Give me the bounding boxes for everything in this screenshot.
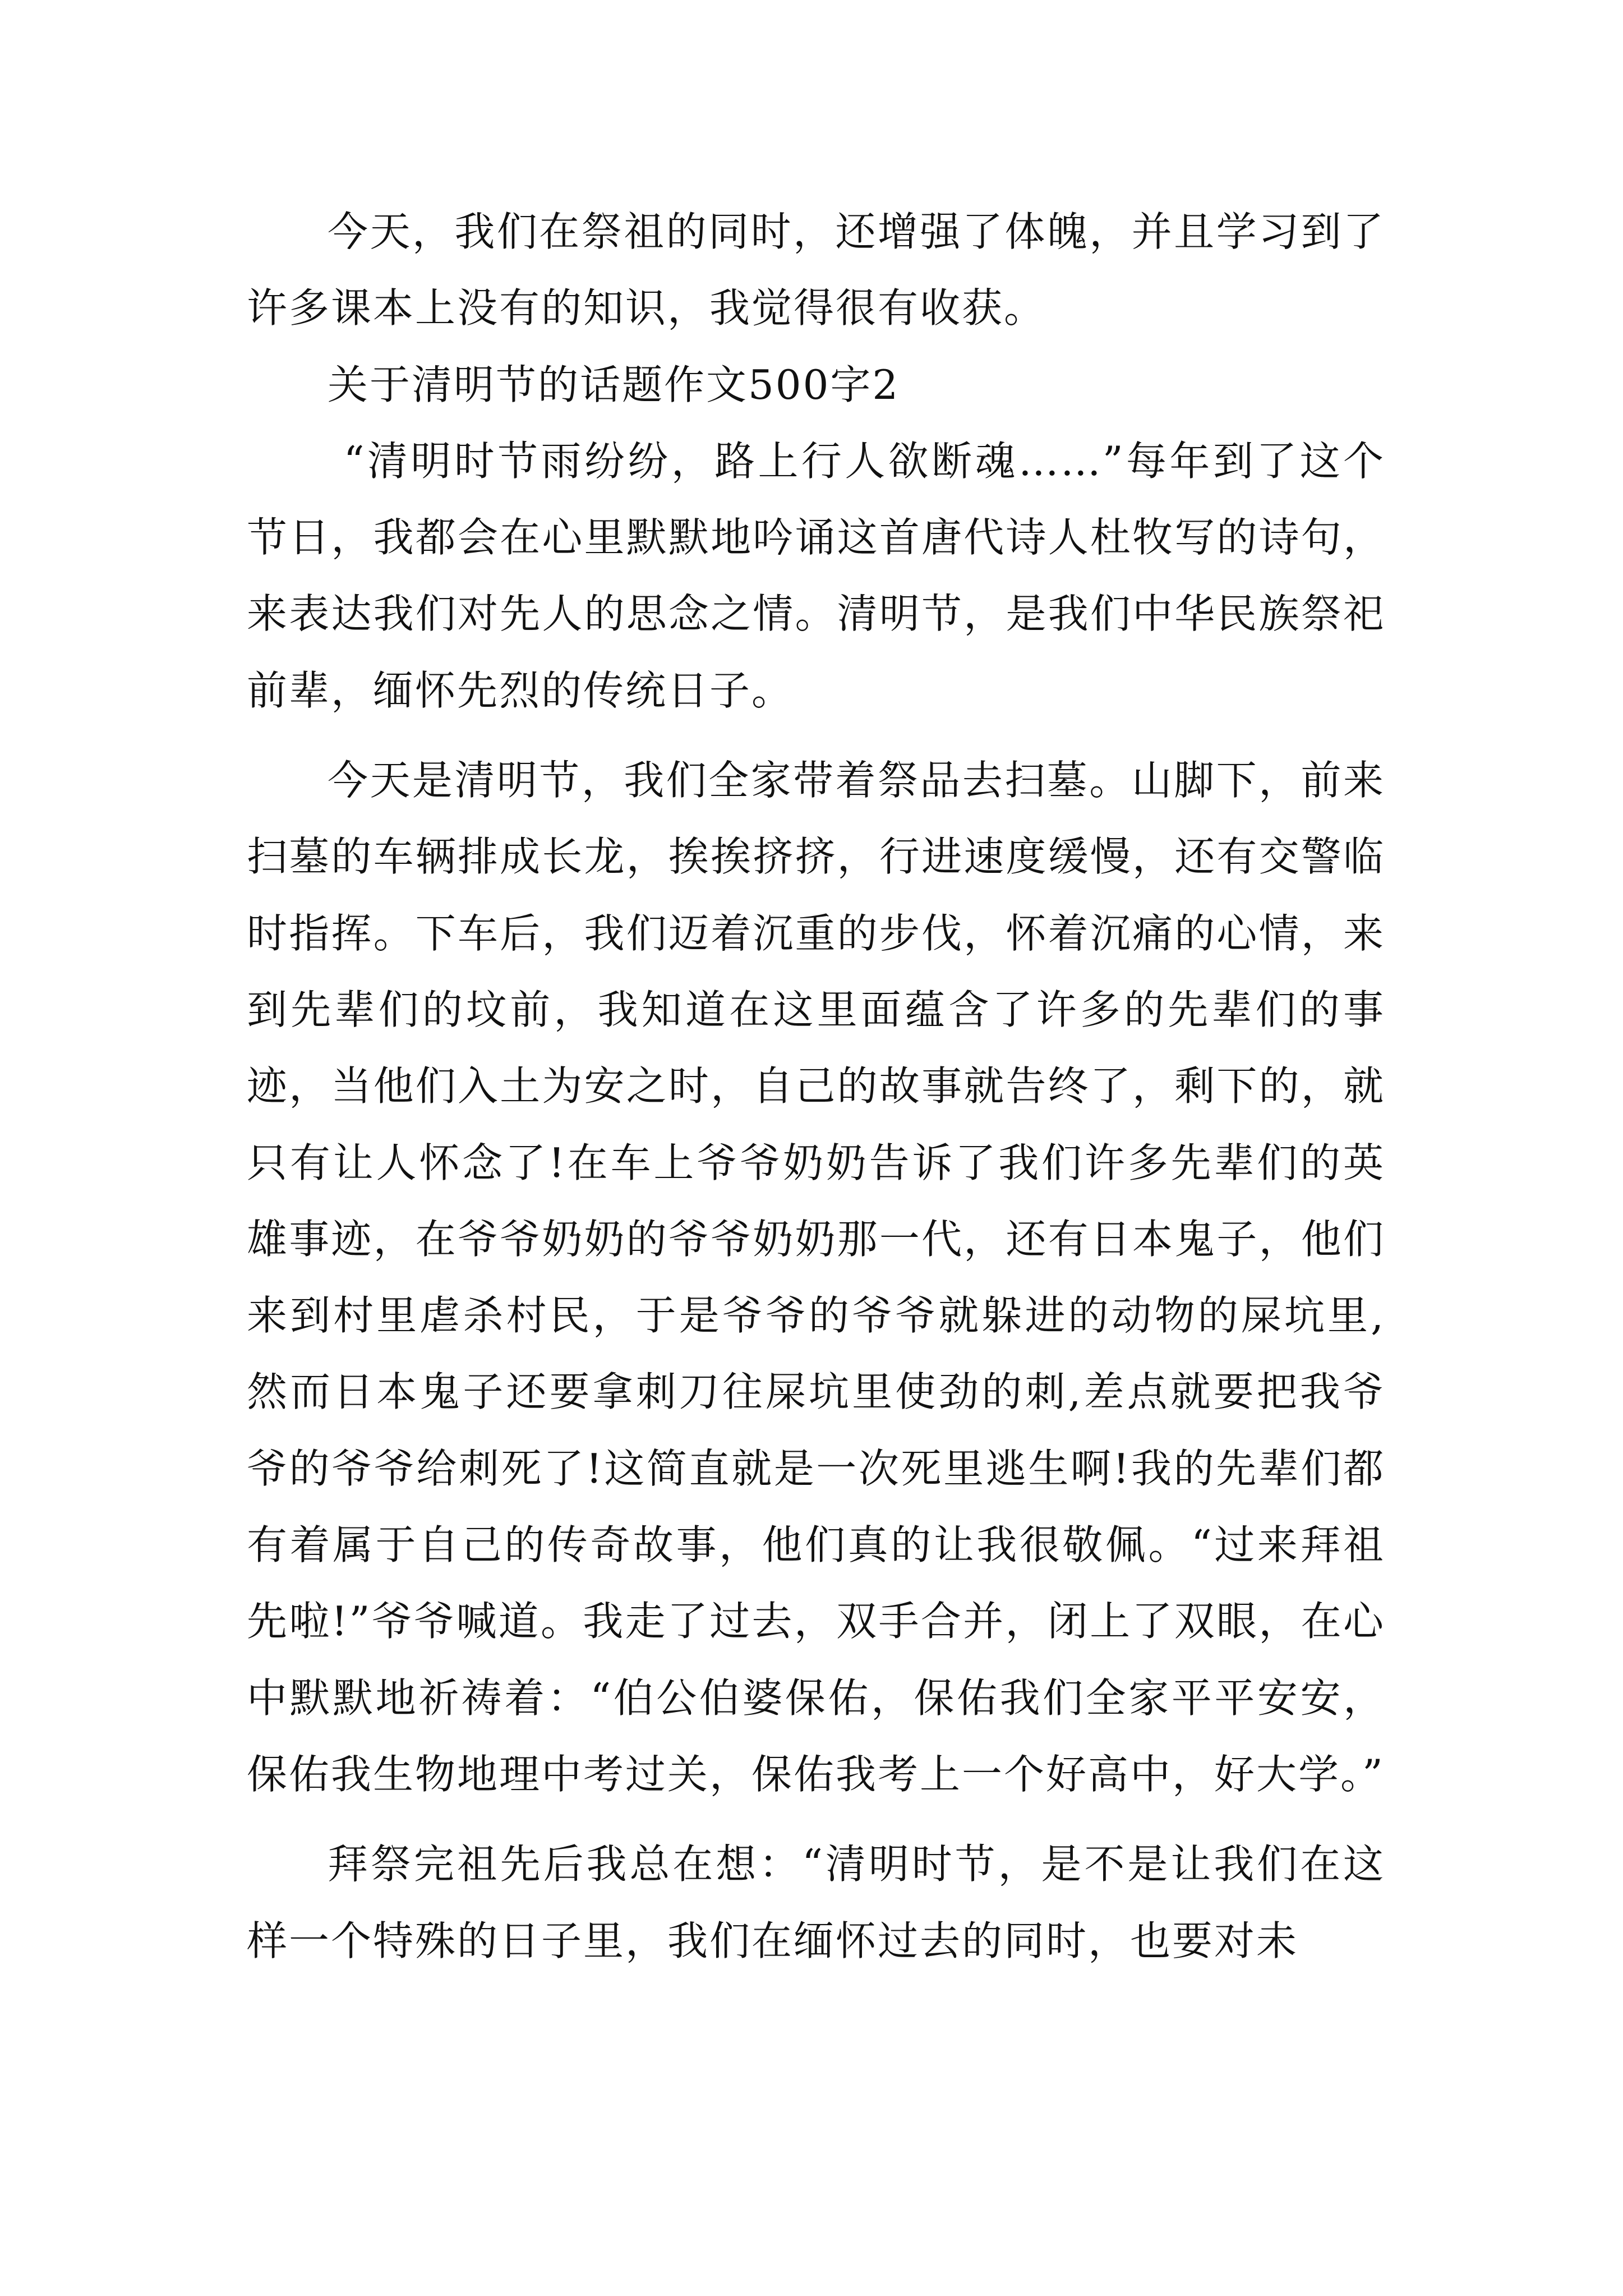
paragraph-2: “清明时节雨纷纷，路上行人欲断魂……”每年到了这个节日，我都会在心里默默地吟诵这首唐代诗人杜牧写的诗句，来表达我们对先人的思念之情。清明节，是我们中华民族祭祀前辈，缅怀先烈的传统日子。 <box>247 437 1385 714</box>
essay-heading: 关于清明节的话题作文500字2 <box>328 361 900 408</box>
paragraph-gap <box>247 729 1385 742</box>
document-body <box>247 194 1385 1979</box>
paragraph-4: 拜祭完祖先后我总在想：“清明时节，是不是让我们在这样一个特殊的日子里，我们在缅怀过去的同时，也要对未 <box>247 1841 1385 1964</box>
paragraph-gap <box>247 1812 1385 1826</box>
paragraph-1: 今天，我们在祭祖的同时，还增强了体魄，并且学习到了许多课本上没有的知识，我觉得很有收获。 <box>247 208 1385 332</box>
paragraph-3: 今天是清明节，我们全家带着祭品去扫墓。山脚下，前来扫墓的车辆排成长龙，挨挨挤挤，行进速度缓慢，还有交警临时指挥。下车后，我们迈着沉重的步伐，怀着沉痛的心情，来到先辈们的坟前，我知道在这里面蕴含了许多的先辈们的事迹，当他们入土为安之时，自己的故事就告终了，剩下的，就只有让人怀念了!在车上爷爷奶奶告诉了我们许多先辈们的英雄事迹，在爷爷奶奶的爷爷奶奶那一代，还有日本鬼子，他们来到村里虐杀村民，于是爷爷的爷爷就躲进的动物的屎坑里,然而日本鬼子还要拿刺刀往屎坑里使劲的刺,差点就要把我爷爷的爷爷给刺死了!这简直就是一次死里逃生啊!我的先辈们都有着属于自己的传奇故事，他们真的让我很敬佩。“过来拜祖先啦!”爷爷喊道。我走了过去，双手合并，闭上了双眼，在心中默默地祈祷着：“伯公伯婆保佑，保佑我们全家平平安安，保佑我生物地理中考过关，保佑我考上一个好高中，好大学。” <box>247 757 1385 1798</box>
